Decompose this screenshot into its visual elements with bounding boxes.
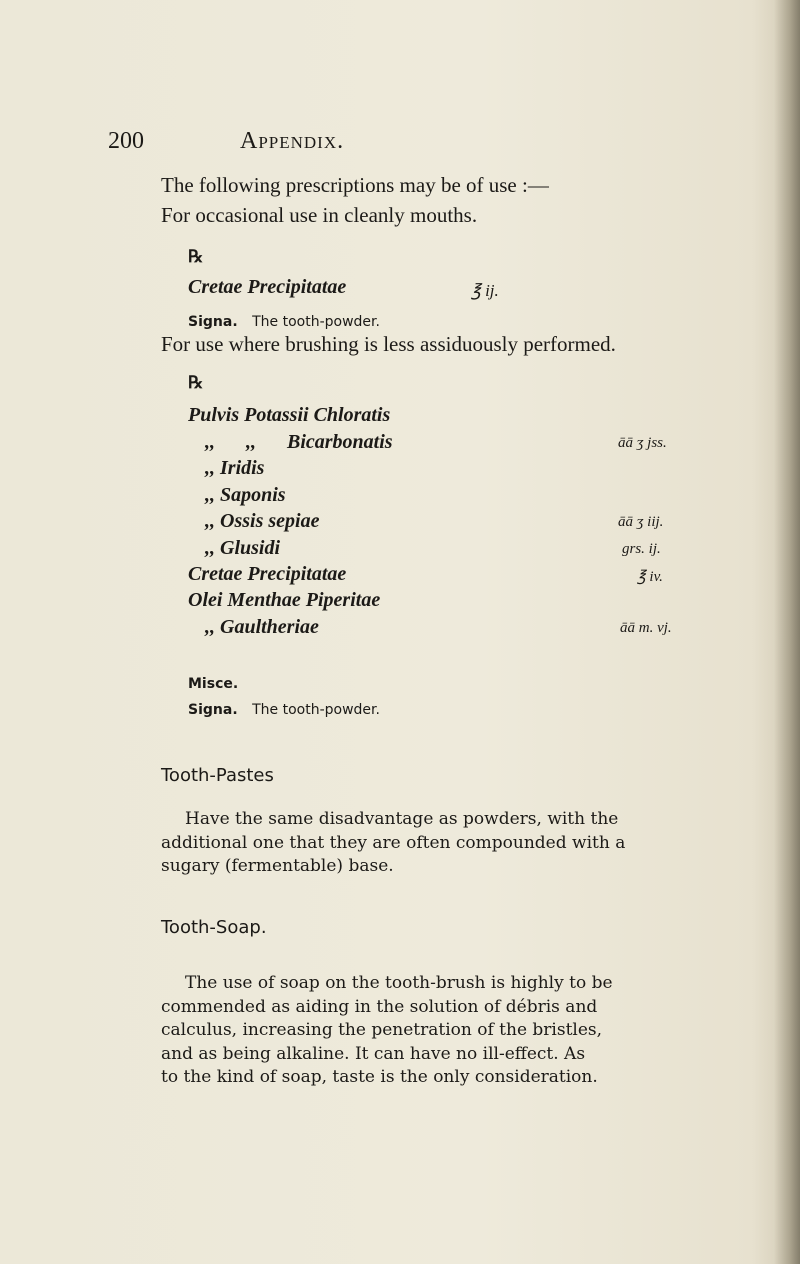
rx2-item: Olei Menthae Piperitae (188, 589, 381, 611)
page-number: 200 (108, 128, 144, 154)
rx2-item: Cretae Precipitatae (188, 563, 347, 585)
rx2-item: Pulvis Potassii Chloratis (188, 404, 391, 426)
running-head (108, 128, 708, 168)
section-heading-tooth-pastes: Tooth-Pastes (161, 765, 274, 786)
rx2-item: ,, Iridis (205, 457, 265, 479)
ditto-mark: ,, (246, 431, 256, 453)
section-heading-tooth-soap: Tooth-Soap. (161, 917, 267, 938)
rx1-ingredient: Cretae Precipitatae (188, 276, 347, 298)
paragraph-line: Have the same disadvantage as powders, with the (185, 809, 619, 829)
paragraph-line: calculus, increasing the penetration of the bristles, (161, 1020, 603, 1040)
paragraph-line: sugary (fermentable) base. (161, 856, 394, 876)
rx2-quantity: āā ʒ iij. (618, 514, 664, 530)
rx1-signa-text: The tooth-powder. (252, 314, 380, 330)
page-edge-shadow (774, 0, 800, 1264)
rx2-misce-label: Misce. (188, 676, 239, 692)
intro-line-2: For occasional use in cleanly mouths. (161, 203, 478, 227)
rx2-item: ,, Saponis (205, 484, 286, 506)
rx2-item-name: Bicarbonatis (287, 431, 393, 453)
rx1-signa-label: Signa. (188, 314, 238, 330)
recipe-symbol-2: ℞ (188, 373, 204, 393)
rx2-signa (188, 702, 380, 718)
rx2-misce (188, 676, 238, 692)
ditto-mark: ,, (205, 431, 215, 453)
paragraph-line: The use of soap on the tooth-brush is highly to be (185, 973, 613, 993)
rx2-signa-text: The tooth-powder. (252, 702, 380, 718)
recipe-symbol-1: ℞ (188, 247, 204, 267)
intro-line-1: The following prescriptions may be of use :— (161, 173, 549, 197)
rx1-quantity: ℥ ij. (471, 281, 499, 300)
rx2-item (205, 431, 393, 454)
tooth-pastes-paragraph (161, 808, 721, 879)
rx2-signa-label: Signa. (188, 702, 238, 718)
paragraph-line: to the kind of soap, taste is the only consideration. (161, 1067, 598, 1087)
paragraph-line: additional one that they are often compounded with a (161, 832, 626, 853)
rx2-item: ,, Glusidi (205, 537, 281, 559)
tooth-soap-paragraph (161, 972, 721, 1090)
rx2-quantity: āā ʒ jss. (618, 435, 667, 451)
rx2-item: ,, Gaultheriae (205, 616, 319, 638)
rx2-quantity: āā m. vj. (620, 620, 672, 636)
rx2-quantity: ℥ iv. (637, 569, 663, 585)
running-title: Appendix. (240, 128, 345, 154)
rx2-item: ,, Ossis sepiae (205, 510, 320, 532)
rx2-quantity: grs. ij. (622, 541, 661, 557)
paragraph-line: and as being alkaline. It can have no ill-effect. As (161, 1043, 586, 1064)
paragraph-line: commended as aiding in the solution of débris and (161, 996, 598, 1017)
rx1-signa (188, 314, 380, 330)
intro-line-3: For use where brushing is less assiduously performed. (161, 332, 616, 356)
